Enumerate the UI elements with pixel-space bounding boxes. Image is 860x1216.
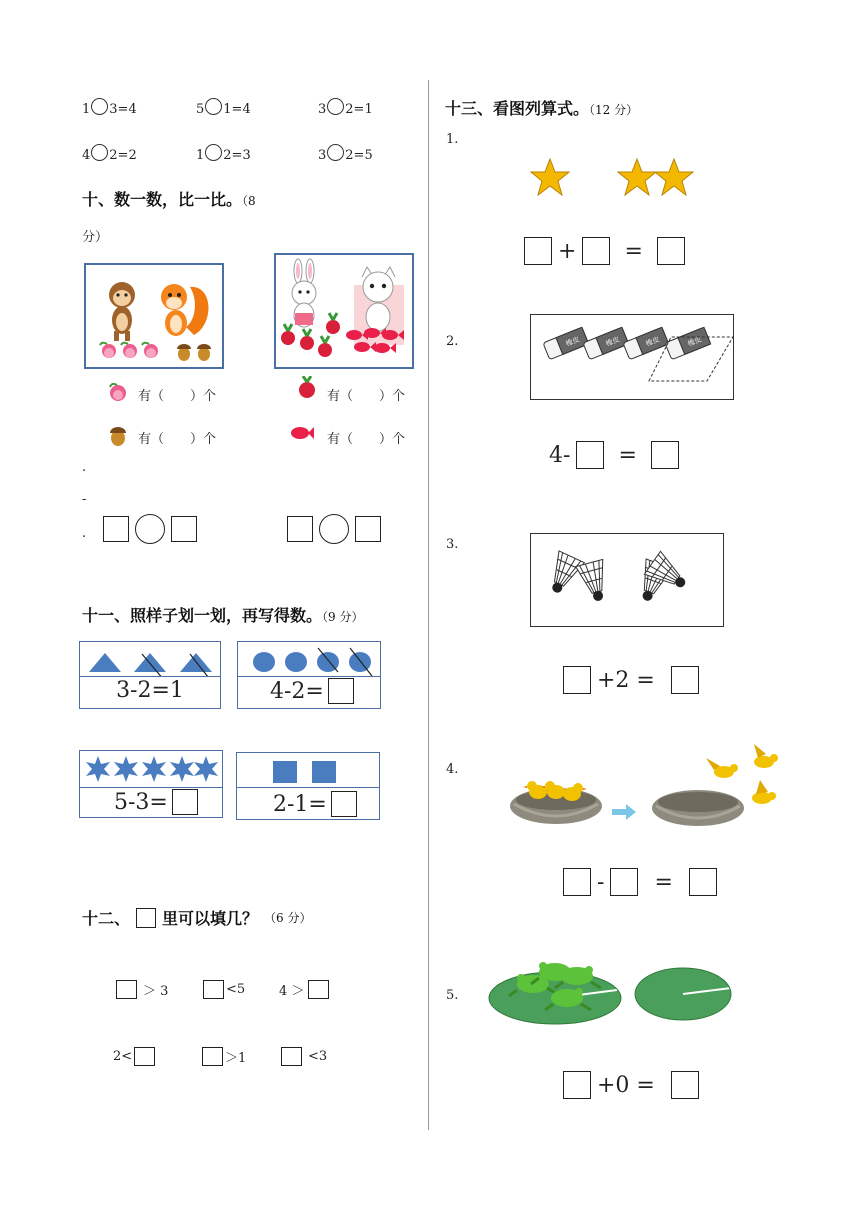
exercise-squares (236, 752, 380, 820)
eraser-icon (583, 327, 629, 359)
answer-circle[interactable] (319, 514, 349, 544)
answer-box[interactable] (563, 868, 591, 896)
eraser-icon (543, 327, 589, 359)
peach-icon (100, 343, 116, 358)
equation: 4-2= (270, 678, 354, 704)
question-number: 1. (446, 132, 459, 147)
squirrel-icon (161, 284, 209, 336)
svg-text:橡皮: 橡皮 (564, 335, 581, 349)
radish-count-label[interactable]: 有（ ）个 (327, 389, 406, 404)
acorn-count-label[interactable]: 有（ ）个 (138, 432, 217, 447)
radish-icon (318, 336, 332, 357)
star-icon (617, 158, 657, 200)
eraser-icon (665, 327, 711, 359)
answer-box[interactable] (103, 516, 129, 542)
answer-box[interactable] (281, 1047, 302, 1066)
shuttlecock-icon (543, 551, 585, 598)
answer-box[interactable] (355, 516, 381, 542)
section-12-title: 十二、 里可以填几？ （6 分） (82, 909, 312, 928)
answer-box[interactable] (671, 666, 699, 694)
answer-box[interactable] (331, 791, 357, 817)
compare-item: 1 3=4 (82, 98, 137, 117)
answer-circle[interactable] (327, 98, 344, 115)
question-number: 4. (446, 762, 459, 777)
star-icon (530, 158, 570, 200)
stray-dot: . (82, 460, 87, 475)
answer-box[interactable] (171, 516, 197, 542)
fill-item: ＞1 (202, 1047, 246, 1066)
exercise-stars (79, 750, 223, 818)
svg-text:橡皮: 橡皮 (644, 335, 661, 349)
equation: + = (524, 237, 685, 265)
monkey-squirrel-picture (84, 263, 224, 369)
peach-icon (121, 343, 137, 358)
circle-shape (253, 652, 275, 672)
answer-box[interactable] (287, 516, 313, 542)
birds-nest-picture (508, 742, 788, 836)
compare-item: 1 2=3 (196, 144, 251, 163)
square-shape (273, 761, 297, 783)
acorn-icon (177, 344, 191, 361)
answer-circle[interactable] (327, 144, 344, 161)
answer-box[interactable] (203, 980, 224, 999)
answer-box[interactable] (524, 237, 552, 265)
compare-answer-right (287, 514, 381, 544)
star-shape (86, 756, 218, 782)
stray-dash: - (82, 492, 87, 507)
equation: 2-1= (273, 791, 357, 817)
answer-box[interactable] (576, 441, 604, 469)
equation: 4- = (549, 441, 679, 469)
answer-circle[interactable] (135, 514, 165, 544)
compare-answer-left (103, 514, 197, 544)
fish-icon (289, 423, 315, 447)
answer-box[interactable] (172, 789, 198, 815)
question-number: 3. (446, 537, 459, 552)
equation: - = (563, 868, 717, 896)
equation: 3-2=1 (116, 678, 184, 703)
erasers-picture (530, 314, 734, 400)
peach-count-label[interactable]: 有（ ）个 (138, 389, 217, 404)
bird-icon (754, 744, 778, 768)
section-13-title: 十三、看图列算式。（12 分） (445, 99, 639, 118)
column-divider (428, 80, 429, 1130)
box-symbol (136, 908, 156, 928)
question-number: 2. (446, 334, 459, 349)
answer-box[interactable] (610, 868, 638, 896)
compare-item: 3 2=1 (318, 98, 373, 117)
fill-item: 2< (113, 1047, 155, 1066)
equation: +2 = (563, 666, 699, 694)
example-triangles (79, 641, 221, 709)
answer-box[interactable] (657, 237, 685, 265)
answer-circle[interactable] (205, 144, 222, 161)
answer-box[interactable] (651, 441, 679, 469)
answer-circle[interactable] (91, 144, 108, 161)
answer-box[interactable] (582, 237, 610, 265)
peach-icon (107, 381, 129, 407)
star-icon (654, 158, 694, 200)
triangle-shape (89, 653, 121, 672)
answer-box[interactable] (202, 1047, 223, 1066)
acorn-icon (107, 423, 129, 451)
stray-dot: . (82, 526, 87, 541)
section-11-title: 十一、照样子划一划，再写得数。（9 分） (82, 606, 364, 625)
lily-pad-icon (635, 968, 731, 1020)
answer-box[interactable] (563, 1071, 591, 1099)
bird-icon (706, 758, 738, 778)
answer-box[interactable] (134, 1047, 155, 1066)
svg-text:橡皮: 橡皮 (686, 335, 703, 349)
acorn-icon (197, 344, 211, 361)
radish-icon (300, 329, 314, 350)
fill-item: ＞ 3 (116, 980, 168, 999)
section-10-title: 十、数一数，比一比。（8 (82, 190, 256, 209)
peach-icon (142, 343, 158, 358)
fill-item: 4 ＞ (279, 980, 329, 999)
arrow-right-icon (612, 804, 636, 820)
radish-icon (296, 376, 318, 404)
radish-icon (281, 324, 295, 345)
eraser-icon (623, 327, 669, 359)
equation: +0 = (563, 1071, 699, 1099)
rabbit-cat-picture (274, 253, 414, 369)
circle-shape (285, 652, 307, 672)
compare-item: 3 2=5 (318, 144, 373, 163)
answer-box[interactable] (671, 1071, 699, 1099)
radish-icon (326, 313, 340, 334)
answer-box[interactable] (328, 678, 354, 704)
answer-box[interactable] (689, 868, 717, 896)
section-10-points: 分） (82, 230, 109, 245)
frogs-lilypad-picture (487, 954, 735, 1034)
fish-count-label[interactable]: 有（ ）个 (327, 432, 406, 447)
svg-text:橡皮: 橡皮 (604, 335, 621, 349)
equation: 5-3= (114, 789, 198, 815)
square-shape (312, 761, 336, 783)
shuttlecocks-picture (530, 533, 724, 627)
bird-icon (752, 780, 776, 804)
compare-item: 4 2=2 (82, 144, 137, 163)
exercise-circles (237, 641, 381, 709)
circle-shape (349, 652, 371, 672)
monkey-icon (109, 282, 135, 341)
answer-box[interactable] (563, 666, 591, 694)
compare-item: 5 1=4 (196, 98, 251, 117)
fill-item: <5 (203, 980, 245, 999)
rabbit-icon (292, 259, 316, 327)
nest-icon (652, 790, 744, 826)
answer-circle[interactable] (91, 98, 108, 115)
question-number: 5. (446, 988, 459, 1003)
fill-item: <3 (281, 1047, 327, 1066)
shuttlecock-icon (576, 559, 613, 604)
answer-box[interactable] (116, 980, 137, 999)
triangle-shape (134, 653, 166, 672)
answer-circle[interactable] (205, 98, 222, 115)
answer-box[interactable] (308, 980, 329, 999)
